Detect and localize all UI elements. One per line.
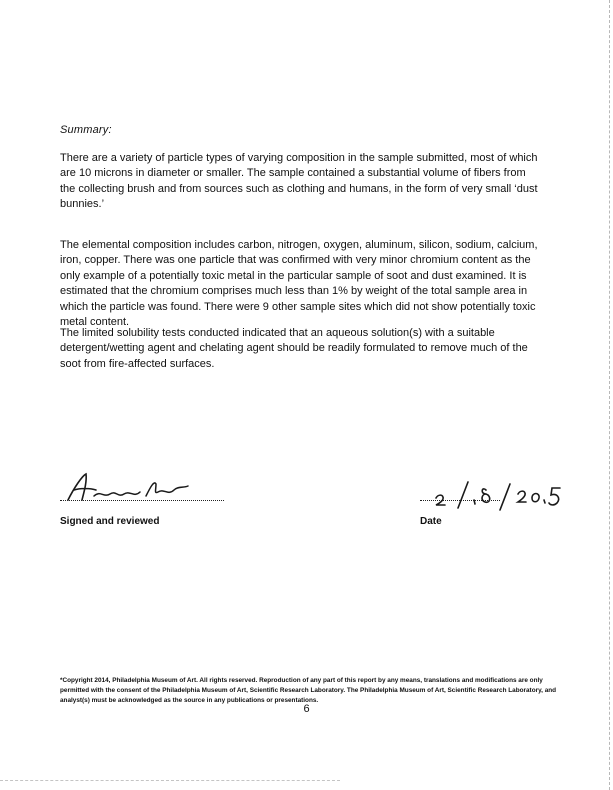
scan-edge-right <box>609 0 610 790</box>
summary-heading: Summary: <box>60 124 112 136</box>
date-line <box>420 500 500 501</box>
signature-line <box>60 500 224 501</box>
scan-edge-bottom <box>0 780 340 781</box>
summary-paragraph-1: There are a variety of particle types of varying composition in the sample submitted, most of which are 10 microns in diameter or smaller. The sample contained a substantial volume of fibers from the collecting brush and from sources such as clothing and humans, in the form of very small ‘dust bunnies.’ <box>60 152 538 211</box>
summary-paragraph-2: The elemental composition includes carbon, nitrogen, oxygen, aluminum, silicon, sodium, calcium, iron, copper. There was one particle that was confirmed with very minor chromium content as the only example of a potentially toxic metal in the particular sample of soot and dust examined. It is estimated that the chromium comprises much less than 1% by weight of the total sample area in which the particle was found. There were 9 other sample sites which did not show potentially toxic metal content. <box>60 239 538 329</box>
copyright-footnote: *Copyright 2014, Philadelphia Museum of Art. All rights reserved. Reproduction of any part of this report by any means, translations and modifications are only permitted with the consent of the Philadelphia Museum of Art, Scientific Research Laboratory. The Philadelphia Museum of Art, Scientific Research Laboratory, and analyst(s) must be acknowledged as the source in any publications or presentations. <box>60 677 557 704</box>
page-number: 6 <box>303 703 310 715</box>
date-label: Date <box>420 516 442 527</box>
signed-label: Signed and reviewed <box>60 516 160 527</box>
summary-paragraph-3: The limited solubility tests conducted indicated that an aqueous solution(s) with a suitable detergent/wetting agent and chelating agent should be readily formulated to remove much of the soot from fire-affected surfaces. <box>60 327 528 370</box>
handwritten-date <box>424 478 564 514</box>
